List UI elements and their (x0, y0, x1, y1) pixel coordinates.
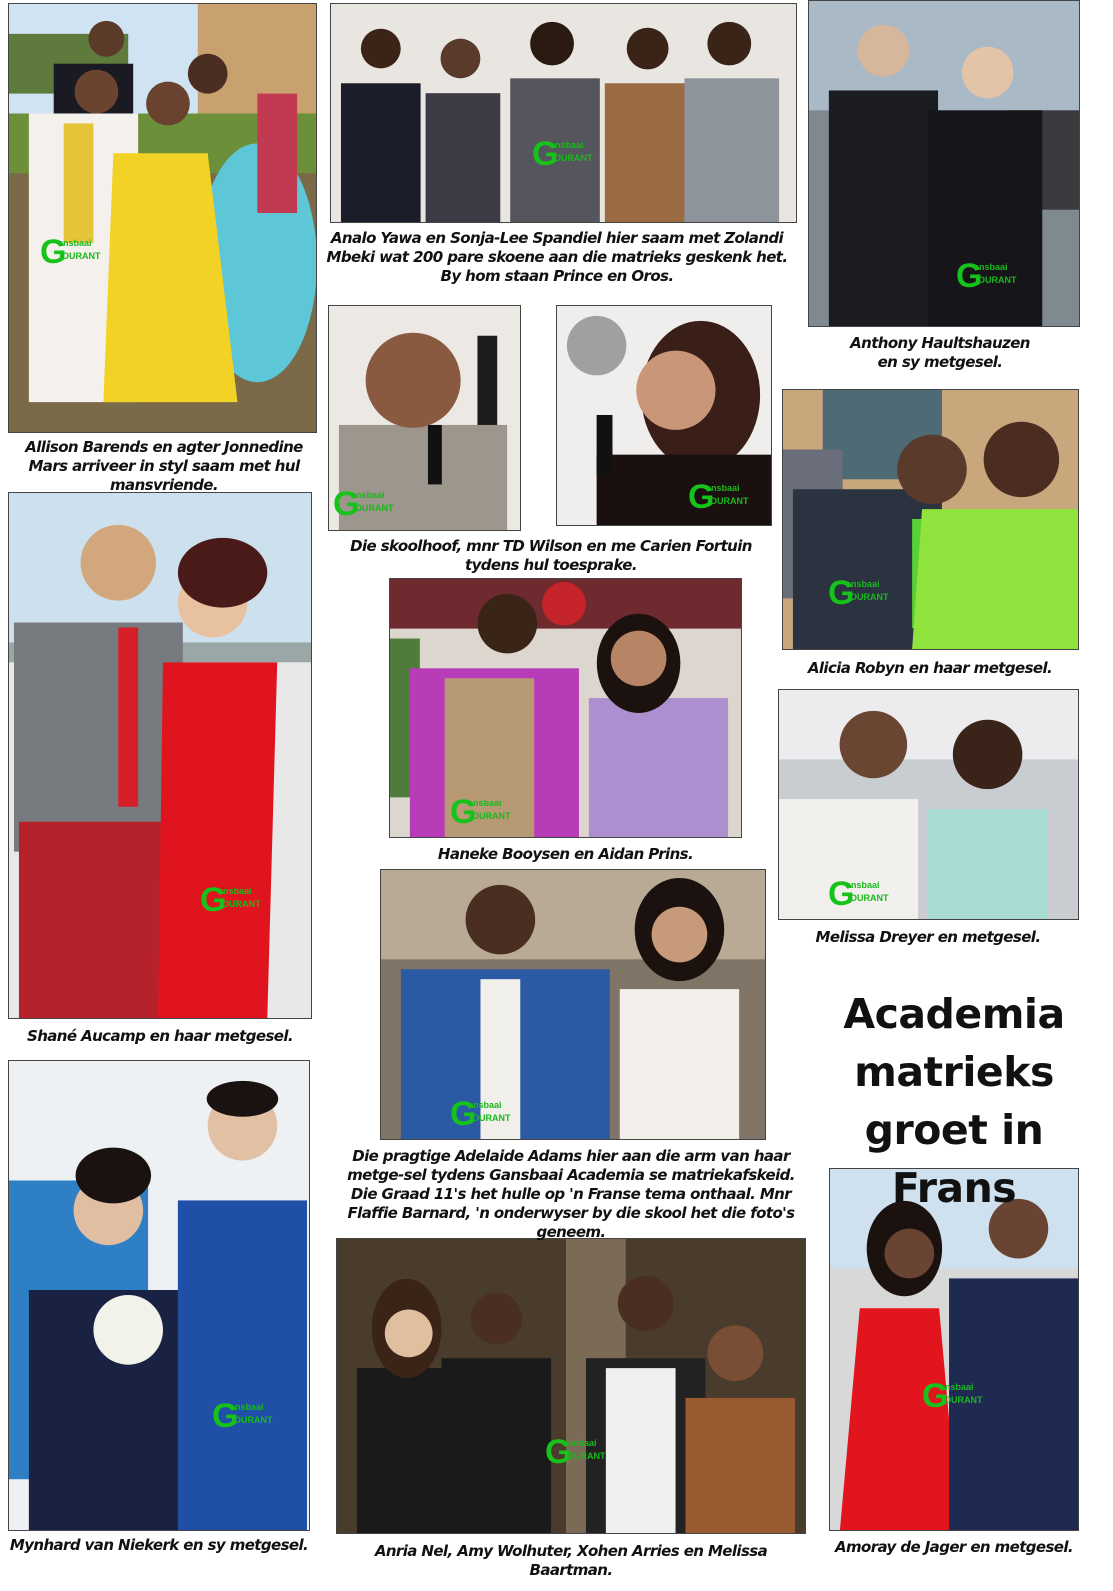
headline-line-2: matrieks (854, 1048, 1054, 1096)
photo-dejager (829, 1168, 1079, 1531)
photo-dreyer (778, 689, 1079, 920)
photo-vanniekerk (8, 1060, 310, 1531)
watermark-logo: G ansbaai OURANT (333, 485, 394, 523)
watermark-logo: G ansbaai OURANT (212, 1397, 273, 1435)
caption-haultshauzen: Anthony Haultshauzen en sy metgesel. (850, 334, 1030, 371)
caption-barends: Allison Barends en agter Jonnedine Mars arriveer in styl saam met hul mansvriende. (25, 438, 303, 494)
watermark-logo: G ansbaai OURANT (922, 1377, 983, 1415)
photo-adams (380, 869, 766, 1140)
headline-line-3: groet in Frans (864, 1106, 1044, 1212)
caption-wilson: Die skoolhoof, mnr TD Wilson en me Carien Fortuin tydens hul toesprake. (350, 537, 752, 574)
caption-nel-group: Anria Nel, Amy Wolhuter, Xohen Arries en Melissa Baartman. (374, 1542, 768, 1579)
photo-aucamp (8, 492, 312, 1019)
watermark-logo: G ansbaai OURANT (200, 881, 261, 919)
headline (818, 985, 1090, 1217)
watermark-logo: G ansbaai OURANT (532, 135, 593, 173)
photo-robyn (782, 389, 1079, 650)
headline-line-1: Academia (843, 990, 1065, 1038)
caption-robyn: Alicia Robyn en haar metgesel. (807, 659, 1053, 677)
caption-adams: Die pragtige Adelaide Adams hier aan die arm van haar metge-sel tydens Gansbaai Academia se matriekafskeid. Die Graad 11's het hulle op 'n Franse tema onthaal. Mnr Flaffie Barnard, 'n onderwyser by die skool het die foto's geneem. (347, 1147, 795, 1241)
photo-booysen (389, 578, 742, 838)
watermark-logo: G ansbaai OURANT (828, 875, 889, 913)
caption-dreyer: Melissa Dreyer en metgesel. (815, 928, 1041, 946)
caption-yawa-group: Analo Yawa en Sonja-Lee Spandiel hier saam met Zolandi Mbeki wat 200 pare skoene aan die matrieks geskenk het. By hom staan Prince en Oros. (326, 229, 788, 285)
caption-dejager: Amoray de Jager en metgesel. (834, 1538, 1074, 1556)
photo-barends (8, 3, 317, 433)
photo-yawa-group (330, 3, 797, 223)
caption-vanniekerk: Mynhard van Niekerk en sy metgesel. (9, 1536, 309, 1554)
watermark-logo: G ansbaai OURANT (956, 257, 1017, 295)
photo-nel-group (336, 1238, 806, 1534)
watermark-logo: G ansbaai OURANT (828, 574, 889, 612)
watermark-logo: G ansbaai OURANT (688, 478, 749, 516)
watermark-logo: G ansbaai OURANT (40, 233, 101, 271)
photo-haultshauzen (808, 0, 1080, 327)
watermark-logo: G ansbaai OURANT (450, 1095, 511, 1133)
watermark-logo: G ansbaai OURANT (545, 1433, 606, 1471)
caption-aucamp: Shané Aucamp en haar metgesel. (26, 1027, 293, 1045)
watermark-logo: G ansbaai OURANT (450, 793, 511, 831)
caption-booysen: Haneke Booysen en Aidan Prins. (437, 845, 694, 863)
